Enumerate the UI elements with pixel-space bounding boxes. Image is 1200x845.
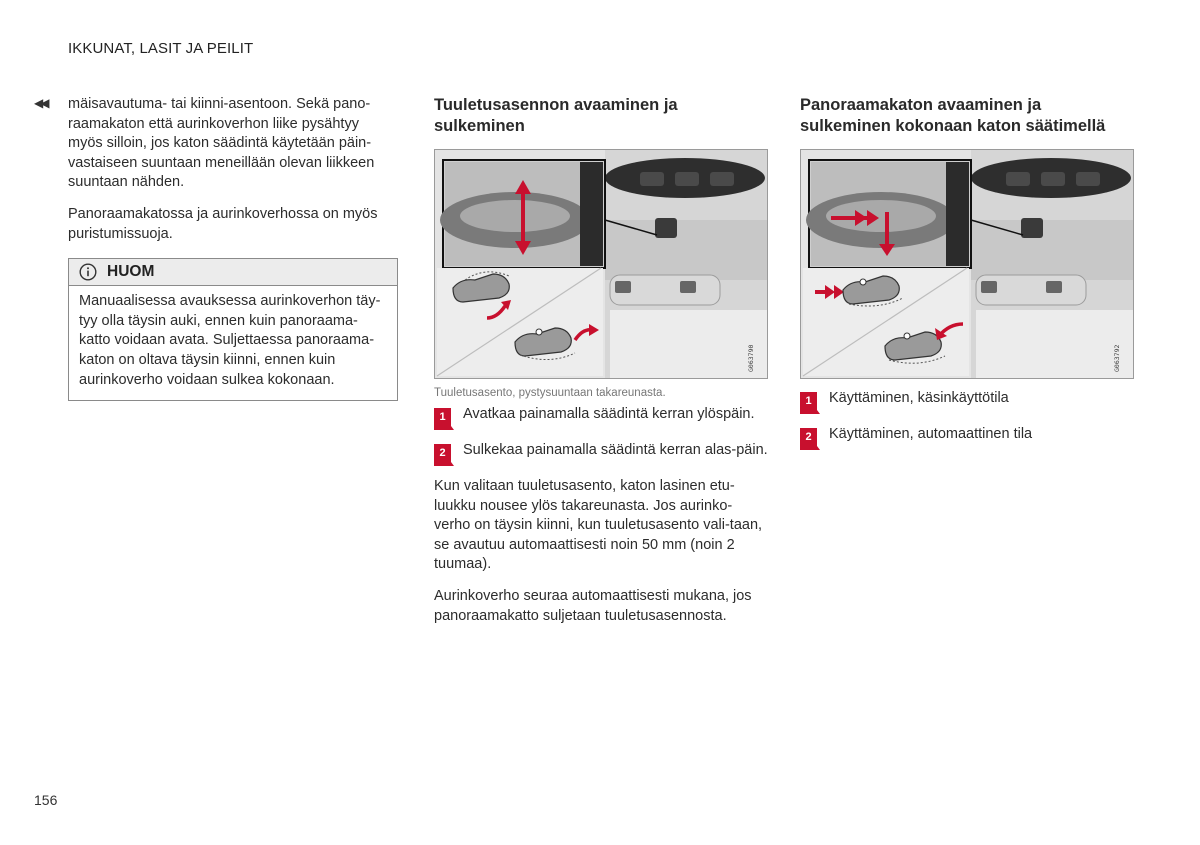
step-text: Avatkaa painamalla säädintä kerran ylöspäin. bbox=[463, 406, 755, 422]
red-step-badge bbox=[434, 444, 454, 466]
paragraph: Panoraamakatossa ja aurinkoverhossa on myös puristumissuoja. bbox=[68, 205, 378, 242]
note-title: HUOM bbox=[107, 263, 155, 281]
red-step-badge bbox=[800, 428, 820, 450]
step-number: 1 bbox=[805, 395, 812, 407]
illustration-full-open bbox=[800, 149, 1134, 379]
double-chevron-left-icon: ◀◀ bbox=[34, 96, 47, 110]
note-text: Manuaalisessa avauksessa aurinkoverhon täy-tyy olla täysin auki, ennen kuin panoraama-katto voidaan avata. Suljettaessa panoraama-katon on oltava täysin kiinni, ennen kuin aurinkoverho voidaan sulkea kokonaan. bbox=[79, 293, 381, 388]
step-text: Käyttäminen, automaattinen tila bbox=[829, 426, 1033, 442]
heading-vent-position: Tuuletusasennon avaaminen ja sulkeminen bbox=[434, 96, 678, 135]
list-item bbox=[434, 441, 768, 466]
column-full-open bbox=[800, 95, 1134, 461]
paragraph: Kun valitaan tuuletusasento, katon lasinen etu-luukku nousee ylös takareunasta. Jos aurinko-verho on täysin kiinni, kun tuuletusasento vali-taan, se avautuu automaattisesti noin 50 mm (noin 2 tuumaa). bbox=[434, 478, 763, 573]
page-number: 156 bbox=[34, 792, 58, 808]
illustration-caption: Tuuletusasento, pystysuuntaan takareunasta. bbox=[434, 387, 666, 399]
step-number: 1 bbox=[439, 411, 446, 423]
step-number: 2 bbox=[439, 447, 446, 459]
section-title: IKKUNAT, LASIT JA PEILIT bbox=[68, 40, 254, 57]
illustration-vent-position bbox=[434, 149, 768, 379]
paragraph: Aurinkoverho seuraa automaattisesti mukana, jos panoraamakatto suljetaan tuuletusasennosta. bbox=[434, 587, 752, 624]
step-text: Käyttäminen, käsinkäyttötila bbox=[829, 390, 1009, 406]
illustration-code: G063790 bbox=[747, 344, 755, 372]
note-box bbox=[68, 258, 398, 401]
list-item bbox=[434, 405, 768, 430]
paragraph: mäisavautuma- tai kiinni-asentoon. Sekä pano-raamakaton että aurinkoverhon liike pysähtyy myös silloin, jos katon säädintä käytetään päin-vastaiseen suuntaan meneillään olevan liikkeen suuntaan nähden. bbox=[68, 96, 375, 191]
step-text: Sulkekaa painamalla säädintä kerran alas-päin. bbox=[463, 442, 768, 458]
info-icon bbox=[79, 263, 97, 281]
heading-full-open: Panoraamakaton avaaminen ja sulkeminen kokonaan katon säätimellä bbox=[800, 96, 1106, 135]
illustration-code: G063792 bbox=[1113, 344, 1121, 372]
red-step-badge bbox=[434, 408, 454, 430]
list-item bbox=[800, 425, 1134, 450]
column-vent-position bbox=[434, 95, 768, 638]
note-header bbox=[69, 259, 397, 286]
list-item bbox=[800, 389, 1134, 414]
steps-list bbox=[434, 405, 768, 466]
step-number: 2 bbox=[805, 431, 812, 443]
steps-list bbox=[800, 389, 1134, 450]
red-step-badge bbox=[800, 392, 820, 414]
column-continued-text bbox=[68, 95, 386, 401]
